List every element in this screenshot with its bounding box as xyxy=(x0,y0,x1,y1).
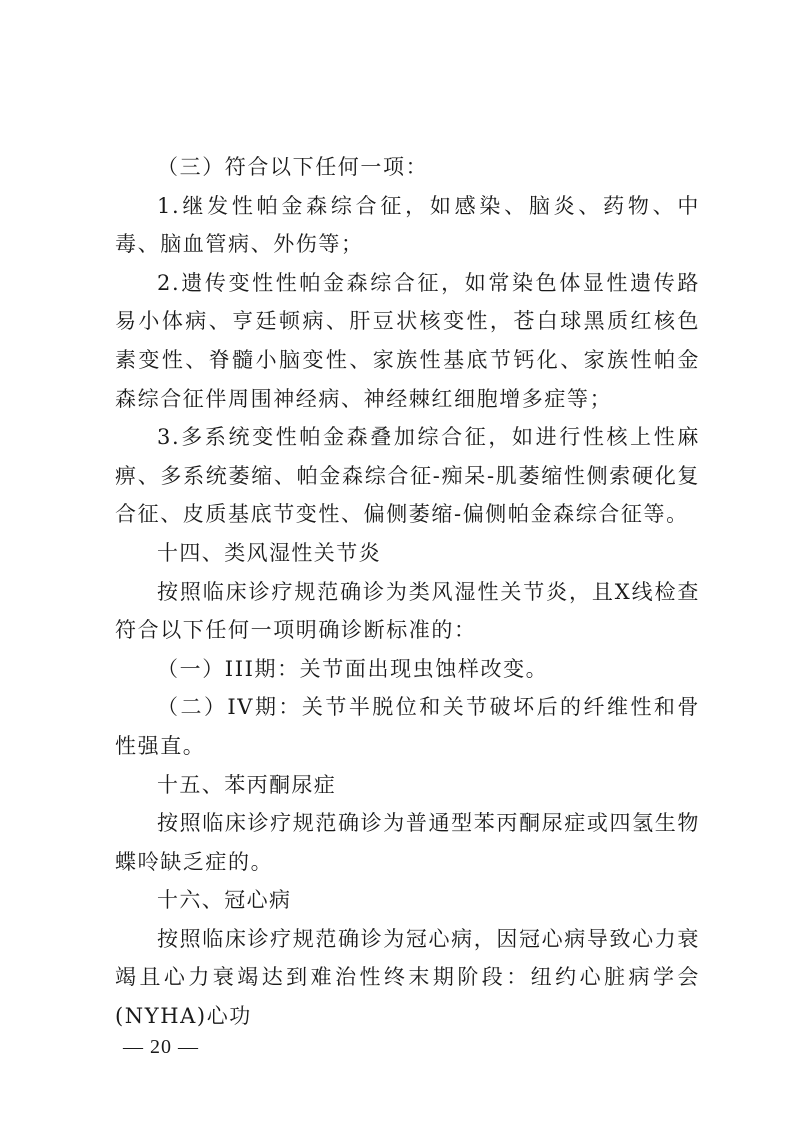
paragraph-secondary-parkinsonism: 1.继发性帕金森综合征，如感染、脑炎、药物、中毒、脑血管病、外伤等； xyxy=(115,193,700,257)
paragraph-hereditary-parkinsonism: 2.遗传变性性帕金森综合征，如常染色体显性遗传路易小体病、亨廷顿病、肝豆状核变性，苍白球黑质红核色素变性、脊髓小脑变性、家族性基底节钙化、家族性帕金森综合征伴周围神经病、神经棘红细胞增多症等； xyxy=(115,270,700,411)
section-heading-rheumatoid-arthritis: 十四、类风湿性关节炎 xyxy=(157,540,381,565)
paragraph-pku-diagnosis: 按照临床诊疗规范确诊为普通型苯丙酮尿症或四氢生物蝶呤缺乏症的。 xyxy=(115,811,700,874)
document-body xyxy=(115,148,700,1036)
paragraph-chd-diagnosis: 按照临床诊疗规范确诊为冠心病，因冠心病导致心力衰竭且心力衰竭达到难治性终末期阶段：纽约心脏病学会(NYHA)心功 xyxy=(115,926,700,1029)
paragraph-ra-diagnosis: 按照临床诊疗规范确诊为类风湿性关节炎，且X线检查符合以下任何一项明确诊断标准的： xyxy=(115,579,700,643)
page-number: — 20 — xyxy=(123,1036,199,1058)
section-heading-phenylketonuria: 十五、苯丙酮尿症 xyxy=(157,772,337,797)
paragraph-ra-stage-three: （一）III期：关节面出现虫蚀样改变。 xyxy=(157,656,549,681)
paragraph-multisystem-parkinsonism: 3.多系统变性帕金森叠加综合征，如进行性核上性麻痹、多系统萎缩、帕金森综合征-痴呆-肌萎缩性侧索硬化复合征、皮质基底节变性、偏侧萎缩-偏侧帕金森综合征等。 xyxy=(115,425,700,527)
paragraph-ra-stage-four: （二）IV期：关节半脱位和关节破坏后的纤维性和骨性强直。 xyxy=(115,695,700,758)
paragraph-criteria-three: （三）符合以下任何一项： xyxy=(157,155,429,179)
section-heading-coronary-heart-disease: 十六、冠心病 xyxy=(157,888,292,913)
